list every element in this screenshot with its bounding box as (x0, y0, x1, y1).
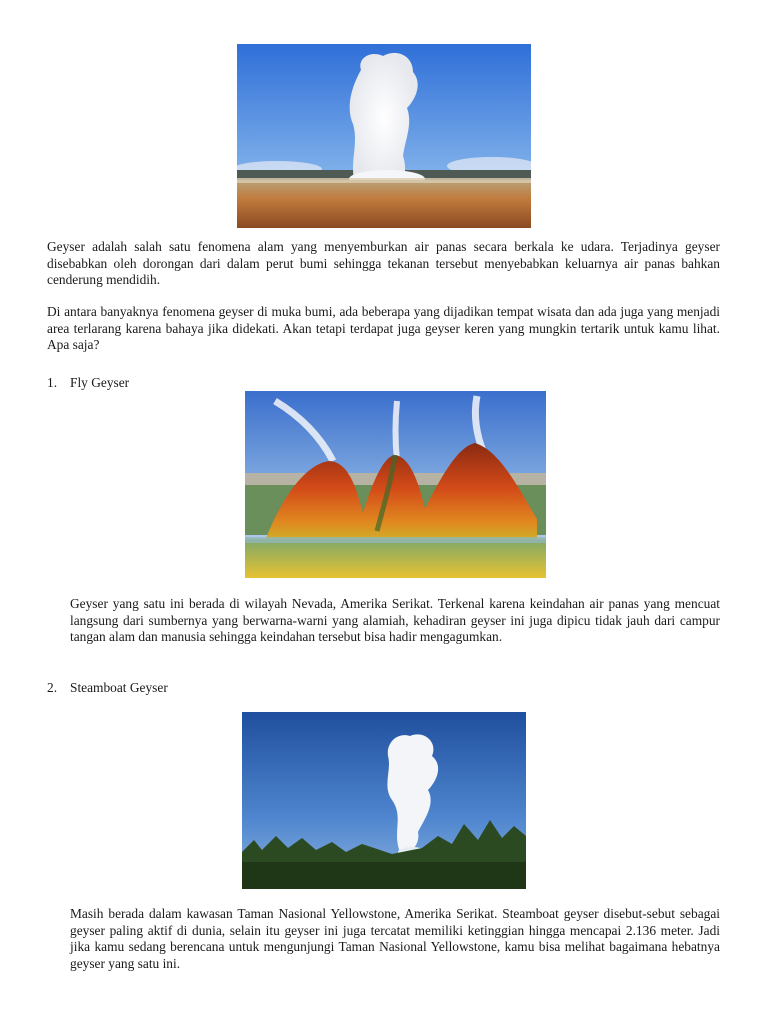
steamboat-geyser-description: Masih berada dalam kawasan Taman Nasional Yellowstone, Amerika Serikat. Steamboat geyser disebut-sebut sebagai geyser paling aktif di dunia, selain itu geyser ini juga tercatat memiliki ketinggian hingga mencapai 2.136 meter. Jadi jika kamu sedang berencana untuk mengunjungi Taman Nasional Yellowstone, kamu bisa melihat bagaimana hebatnya geyser yang satu ini. (70, 906, 720, 971)
steamboat-geyser-photo (242, 712, 526, 889)
list-item-title: Fly Geyser (70, 375, 130, 390)
list-item-title: Steamboat Geyser (70, 680, 168, 695)
list-number: 1. (47, 375, 58, 390)
intro-paragraph-2: Di antara banyaknya fenomena geyser di muka bumi, ada beberapa yang dijadikan tempat wisata dan ada juga yang menjadi area terlarang karena bahaya jika didekati. Akan tetapi terdapat juga geyser keren yang mungkin tertarik untuk kamu lihat. Apa saja? (47, 304, 720, 353)
list-number: 2. (47, 680, 58, 695)
intro-paragraph-1: Geyser adalah salah satu fenomena alam yang menyemburkan air panas secara berkala ke udara. Terjadinya geyser disebabkan oleh dorongan dari dalam perut bumi sehingga tekanan tersebut menyebabkan keluarnya air panas bahkan cenderung mendidih. (47, 239, 720, 288)
list-item-1-heading (47, 375, 347, 391)
fly-geyser-description: Geyser yang satu ini berada di wilayah Nevada, Amerika Serikat. Terkenal karena keindahan air panas yang mencuat langsung dari sumbernya yang berwarna-warni yang alamiah, kehadiran geyser ini juga dipicu tidak jauh dari campur tangan alam dan manusia sehingga keindahan tersebut bisa hadir mengagumkan. (70, 596, 720, 645)
list-item-2-heading (47, 680, 347, 696)
geyser-eruption-photo (237, 44, 531, 228)
fly-geyser-photo (245, 391, 546, 578)
